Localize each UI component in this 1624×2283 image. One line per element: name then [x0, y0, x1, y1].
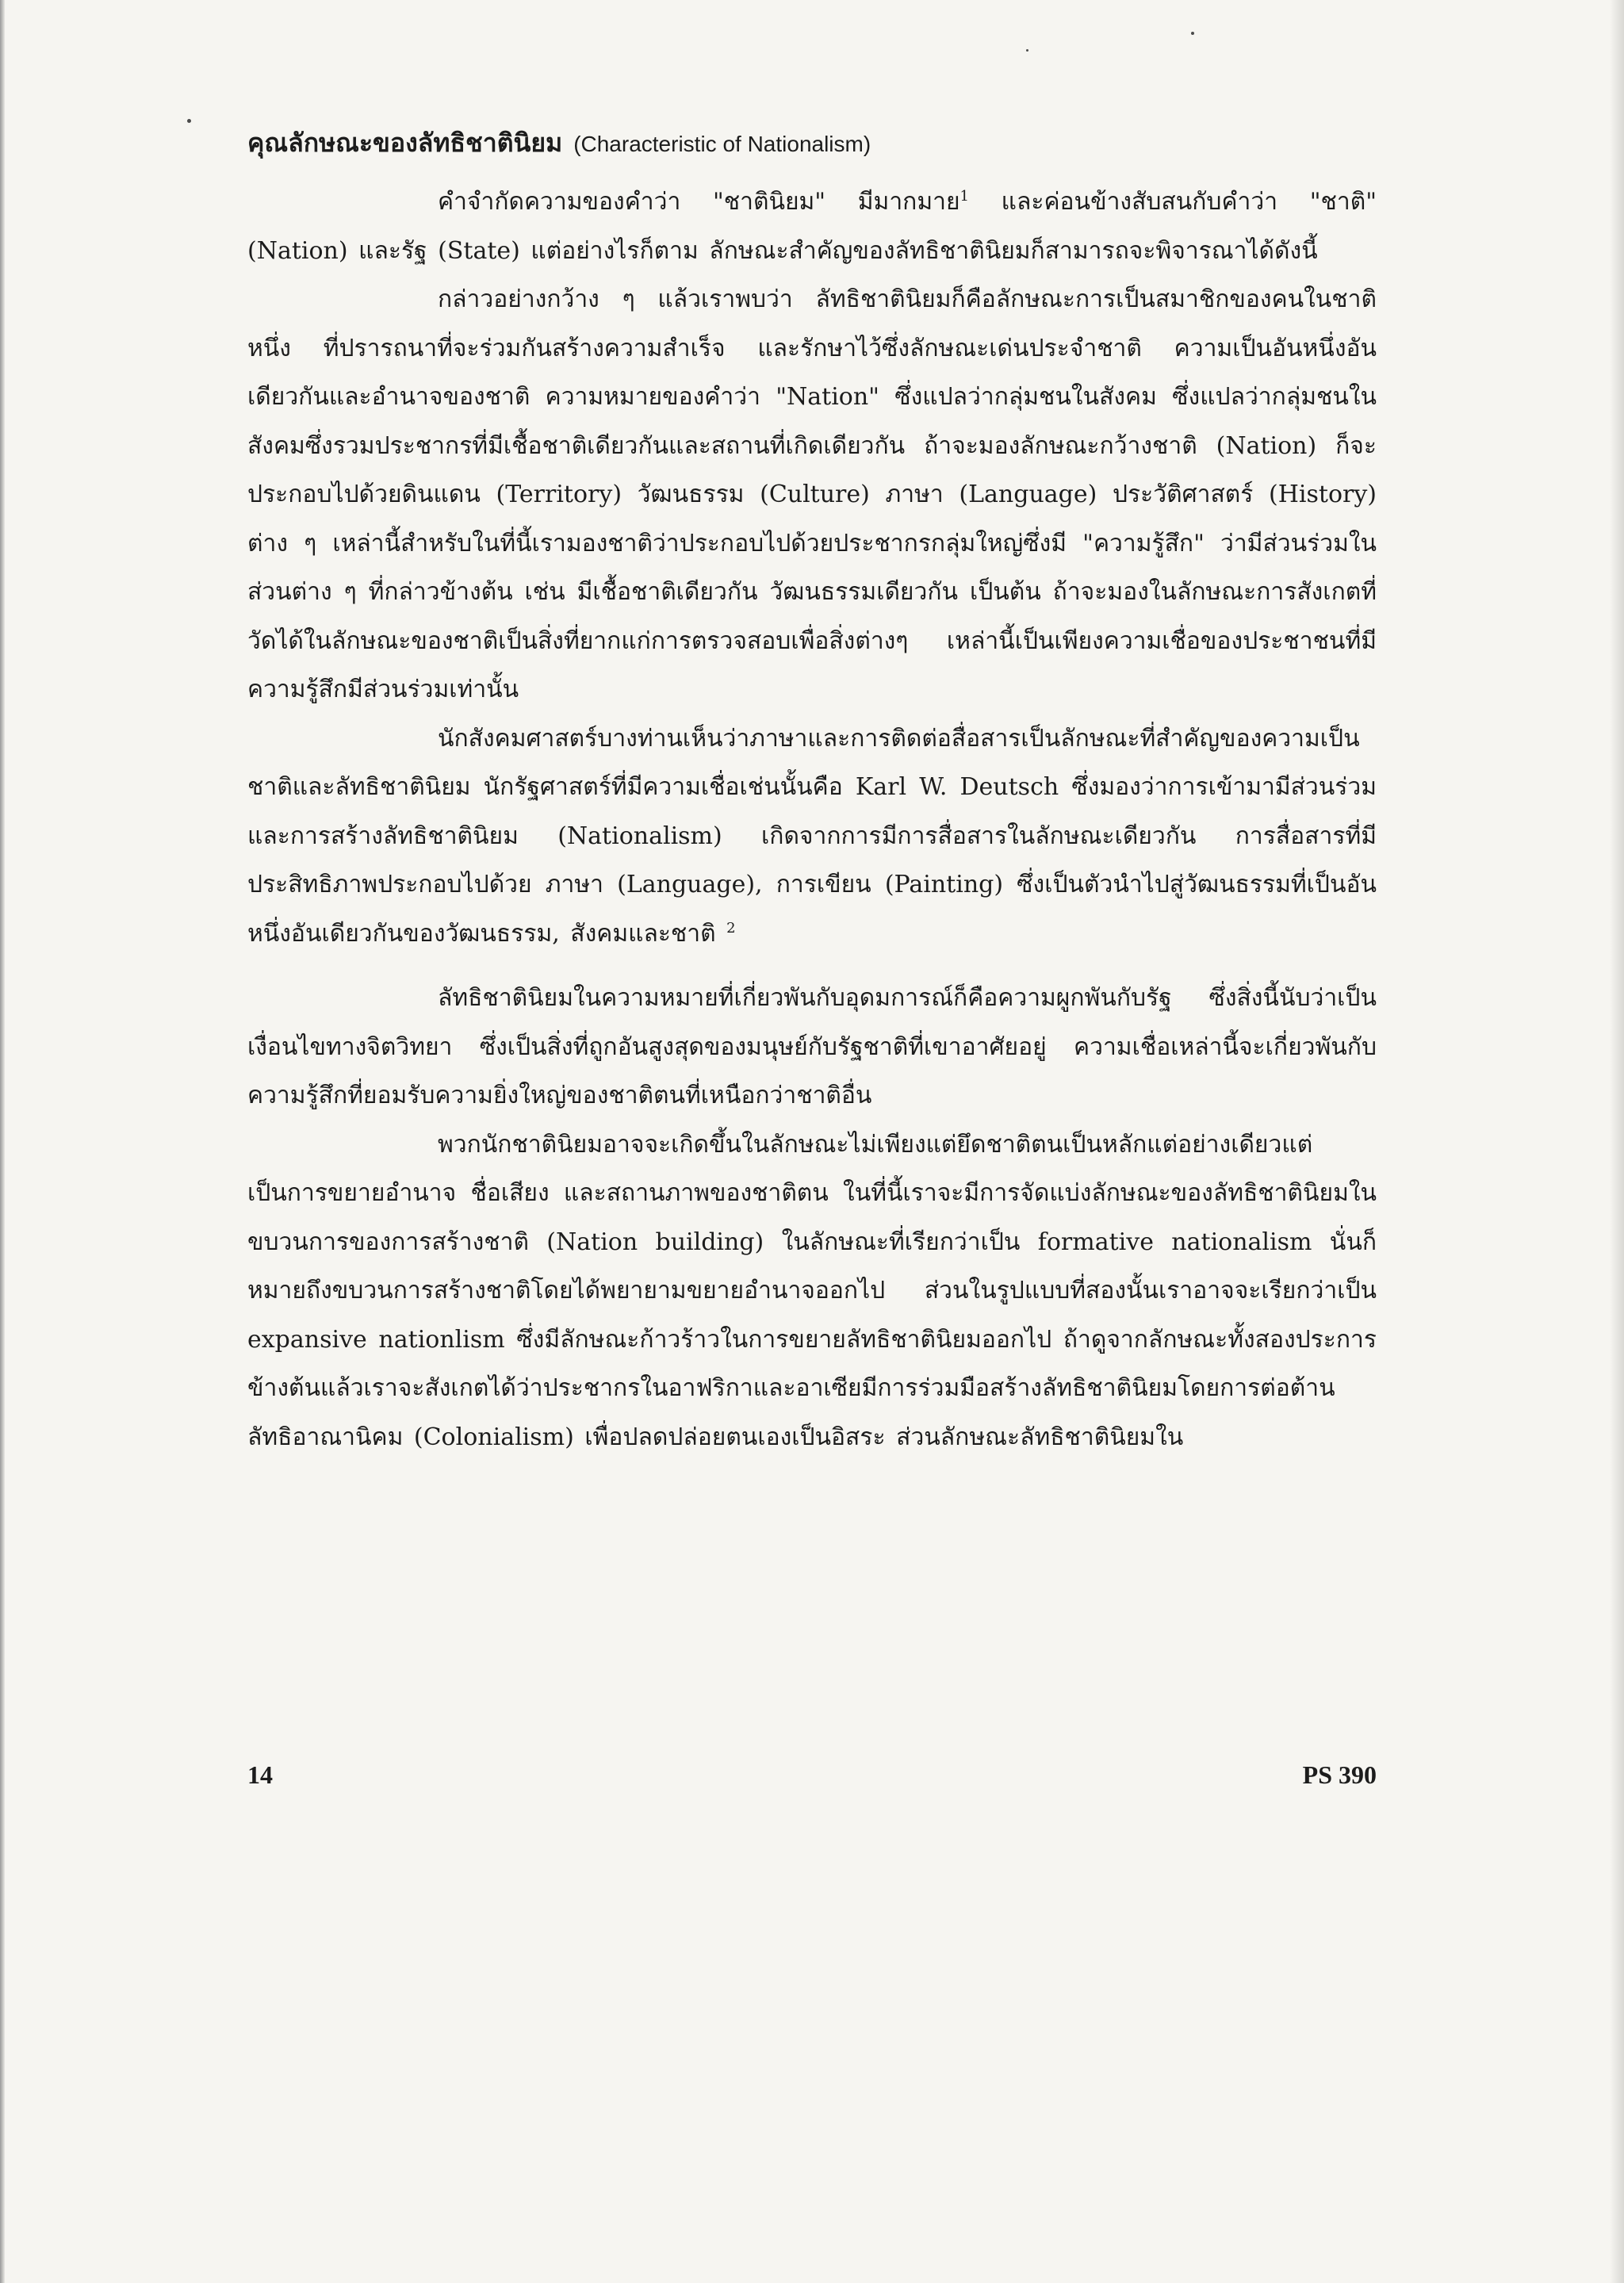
paragraph — [247, 714, 1377, 959]
footnote-marker: 1 — [959, 188, 969, 205]
page-number: 14 — [247, 1760, 273, 1789]
paragraph-text: และค่อนข้างสับสนกับคำว่า "ชาติ"(Nation) และรัฐ (State) แต่อย่างไรก็ตาม ลักษณะสำคัญของลัทธิชาตินิยมก็สามารถจะพิจารณาได้ดังนี้ — [247, 188, 1377, 265]
section-heading-thai: คุณลักษณะของลัทธิชาตินิยม — [247, 128, 563, 158]
paragraph — [247, 275, 1377, 714]
scan-edge-right — [1610, 0, 1624, 2283]
scan-speck — [1026, 49, 1028, 52]
paragraph-text: คำจำกัดความของคำว่า "ชาตินิยม" มีมากมาย — [438, 188, 960, 216]
paragraph-text: ลัทธิชาตินิยมในความหมายที่เกี่ยวพันกับอุดมการณ์ก็คือความผูกพันกับรัฐ ซึ่งสิ่งนี้นับว่าเป็นเงื่อนไขทางจิตวิทยา ซึ่งเป็นสิ่งที่ถูกอันสูงสุดของมนุษย์กับรัฐชาติที่เขาอาศัยอยู่ ความเชื่อเหล่านี้จะเกี่ยวพันกับความรู้สึกที่ยอมรับความยิ่งใหญ่ของชาติตนที่เหนือกว่าชาติอื่น — [247, 984, 1377, 1109]
course-code: PS 390 — [1302, 1760, 1377, 1789]
paragraph-text: พวกนักชาตินิยมอาจจะเกิดขึ้นในลักษณะไม่เพียงแต่ยึดชาติตนเป็นหลักแต่อย่างเดียวแต่เป็นการขยายอำนาจ ชื่อเสียง และสถานภาพของชาติตน ในที่นี้เราจะมีการจัดแบ่งลักษณะของลัทธิชาตินิยมในขบวนการของการสร้างชาติ (Nation building) ในลักษณะที่เรียกว่าเป็น formative nationalism นั่นก็หมายถึงขบวนการสร้างชาติโดยได้พยายามขยายอำนาจออกไป ส่วนในรูปแบบที่สองนั้นเราอาจจะเรียกว่าเป็น expansive nationlism ซึ่งมีลักษณะก้าวร้าวในการขยายลัทธิชาตินิยมออกไป ถ้าดูจากลักษณะทั้งสองประการข้างต้นแล้วเราจะสังเกตได้ว่าประชากรในอาฟริกาและอาเซียมีการร่วมมือสร้างลัทธิชาตินิยมโดยการต่อต้านลัทธิอาณานิคม (Colonialism) เพื่อปลดปล่อยตนเองเป็นอิสระ ส่วนลักษณะลัทธิชาตินิยมใน — [247, 1130, 1377, 1451]
paragraph — [247, 1120, 1377, 1462]
document-body — [247, 121, 1377, 1461]
scan-speck — [1191, 32, 1194, 35]
footnote-marker: 2 — [726, 919, 736, 937]
paragraph-text: กล่าวอย่างกว้าง ๆ แล้วเราพบว่า ลัทธิชาตินิยมก็คือลักษณะการเป็นสมาชิกของคนในชาติหนึ่ง ที่ปรารถนาที่จะร่วมกันสร้างความสำเร็จ และรักษาไว้ซึ่งลักษณะเด่นประจำชาติ ความเป็นอันหนึ่งอันเดียวกันและอำนาจของชาติ ความหมายของคำว่า "Nation" ซึ่งแปลว่ากลุ่มชนในสังคม ซึ่งแปลว่ากลุ่มชนในสังคมซึ่งรวมประชากรที่มีเชื้อชาติเดียวกันและสถานที่เกิดเดียวกัน ถ้าจะมองลักษณะกว้างชาติ (Nation) ก็จะประกอบไปด้วยดินแดน (Territory) วัฒนธรรม (Culture) ภาษา (Language) ประวัติศาสตร์ (History) ต่าง ๆ เหล่านี้สำหรับในที่นี้เรามองชาติว่าประกอบไปด้วยประชากรกลุ่มใหญ่ซึ่งมี "ความรู้สึก" ว่ามีส่วนร่วมในส่วนต่าง ๆ ที่กล่าวข้างต้น เช่น มีเชื้อชาติเดียวกัน วัฒนธรรมเดียวกัน เป็นต้น ถ้าจะมองในลักษณะการสังเกตที่วัดได้ในลักษณะของชาติเป็นสิ่งที่ยากแก่การตรวจสอบเพื่อสิ่งต่างๆ เหล่านี้เป็นเพียงความเชื่อของประชาชนที่มีความรู้สึกมีส่วนร่วมเท่านั้น — [247, 285, 1377, 703]
page-footer — [247, 1760, 1377, 1800]
paragraph — [247, 178, 1377, 275]
paragraph-text: นักสังคมศาสตร์บางท่านเห็นว่าภาษาและการติดต่อสื่อสารเป็นลักษณะที่สำคัญของความเป็นชาติและลัทธิชาตินิยม นักรัฐศาสตร์ที่มีความเชื่อเช่นนั้นคือ Karl W. Deutsch ซึ่งมองว่าการเข้ามามีส่วนร่วมและการสร้างลัทธิชาตินิยม (Nationalism) เกิดจากการมีการสื่อสารในลักษณะเดียวกัน การสื่อสารที่มีประสิทธิภาพประกอบไปด้วย ภาษา (Language), การเขียน (Painting) ซึ่งเป็นตัวนำไปสู่วัฒนธรรมที่เป็นอันหนึ่งอันเดียวกันของวัฒนธรรม, สังคมและชาติ — [247, 724, 1377, 948]
scan-edge-left — [0, 0, 5, 2283]
section-heading-english: (Characteristic of Nationalism) — [573, 132, 871, 156]
scan-speck — [187, 119, 191, 123]
paragraph — [247, 974, 1377, 1120]
section-heading — [247, 121, 1377, 167]
